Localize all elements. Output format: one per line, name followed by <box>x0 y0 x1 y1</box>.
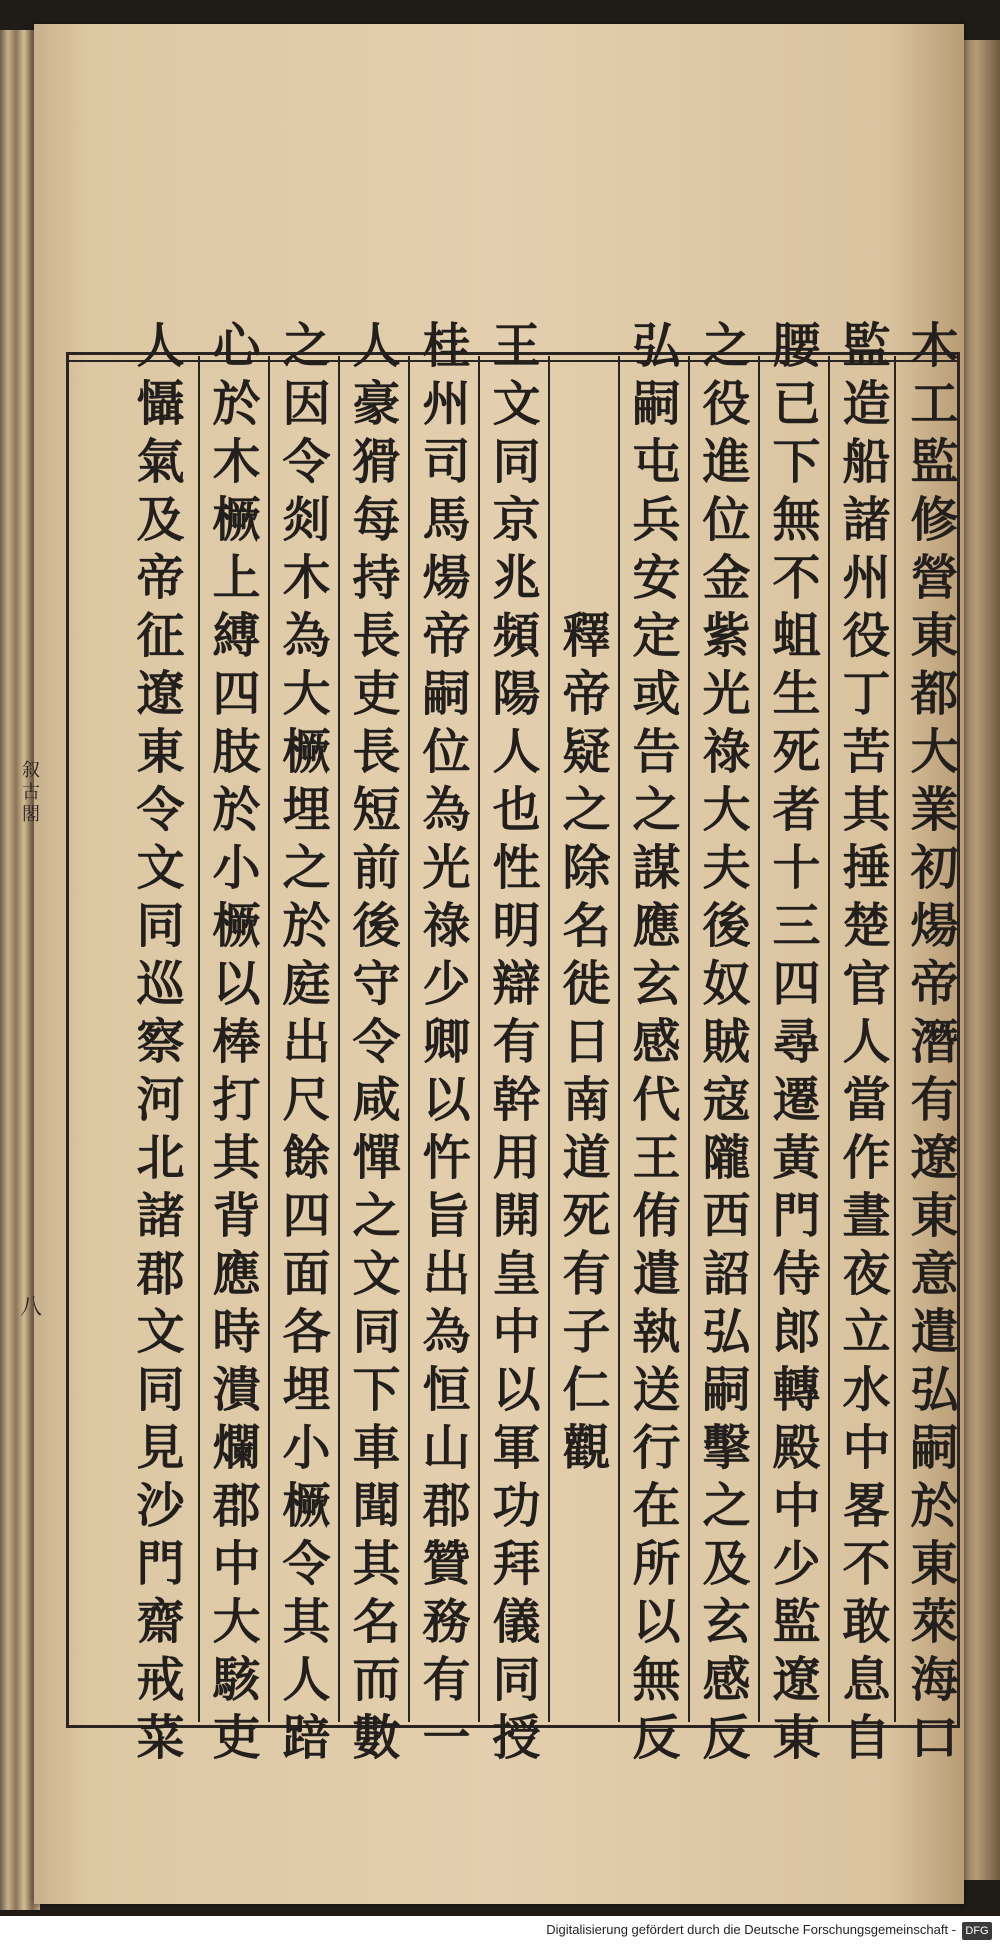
text-column: 木工監修營東都大業初煬帝潛有遼東意遣弘嗣於東萊海口 <box>902 319 958 1770</box>
text-column: 王文同京兆頻陽人也性明辯有幹用開皇中以軍功拜儀同授 <box>484 319 540 1770</box>
book-right-edge <box>960 40 1000 1880</box>
text-column: 人豪猾每持長吏長短前後守令咸憚之文同下車聞其名而數 <box>344 319 400 1770</box>
text-column: 心於木橛上縛四肢於小橛以棒打其背應時潰爛郡中大駭吏 <box>204 319 260 1770</box>
text-column: 人懾氣及帝征遼東令文同巡察河北諸郡文同見沙門齋戒菜 <box>128 319 184 1770</box>
margin-label: 叙古閣 <box>19 760 40 826</box>
text-column: 腰已下無不蛆生死者十三四尋遷黃門侍郎轉殿中少監遼東 <box>764 319 820 1770</box>
column-rule <box>198 356 200 1722</box>
digitization-footer <box>0 1916 1000 1949</box>
folio-number: 八 <box>20 1295 43 1320</box>
column-rule <box>408 356 410 1722</box>
text-column: 之因令剡木為大橛埋之於庭出尺餘四面各埋小橛令其人踣 <box>274 319 330 1770</box>
footer-credit: Digitalisierung gefördert durch die Deutsche Forschungsgemeinschaft - <box>546 1922 956 1937</box>
text-column: 桂州司馬煬帝嗣位為光祿少卿以忤旨出為恒山郡贊務有一 <box>414 319 470 1770</box>
text-column: 之役進位金紫光祿大夫後奴賊寇隴西詔弘嗣擊之及玄感反 <box>694 319 750 1770</box>
column-rule <box>338 356 340 1722</box>
text-column: 釋帝疑之除名徙日南道死有子仁觀 <box>554 609 610 1480</box>
text-column: 弘嗣屯兵安定或告之謀應玄感代王侑遣執送行在所以無反 <box>624 319 680 1770</box>
column-rule <box>828 356 830 1722</box>
column-rule <box>618 356 620 1722</box>
column-rule <box>478 356 480 1722</box>
column-rule <box>268 356 270 1722</box>
column-rule <box>688 356 690 1722</box>
column-rule <box>894 356 896 1722</box>
text-column: 監造船諸州役丁苦其捶楚官人當作晝夜立水中畧不敢息自 <box>834 319 890 1770</box>
column-rule <box>548 356 550 1722</box>
dfg-logo-icon: DFG <box>962 1922 992 1940</box>
column-rule <box>758 356 760 1722</box>
